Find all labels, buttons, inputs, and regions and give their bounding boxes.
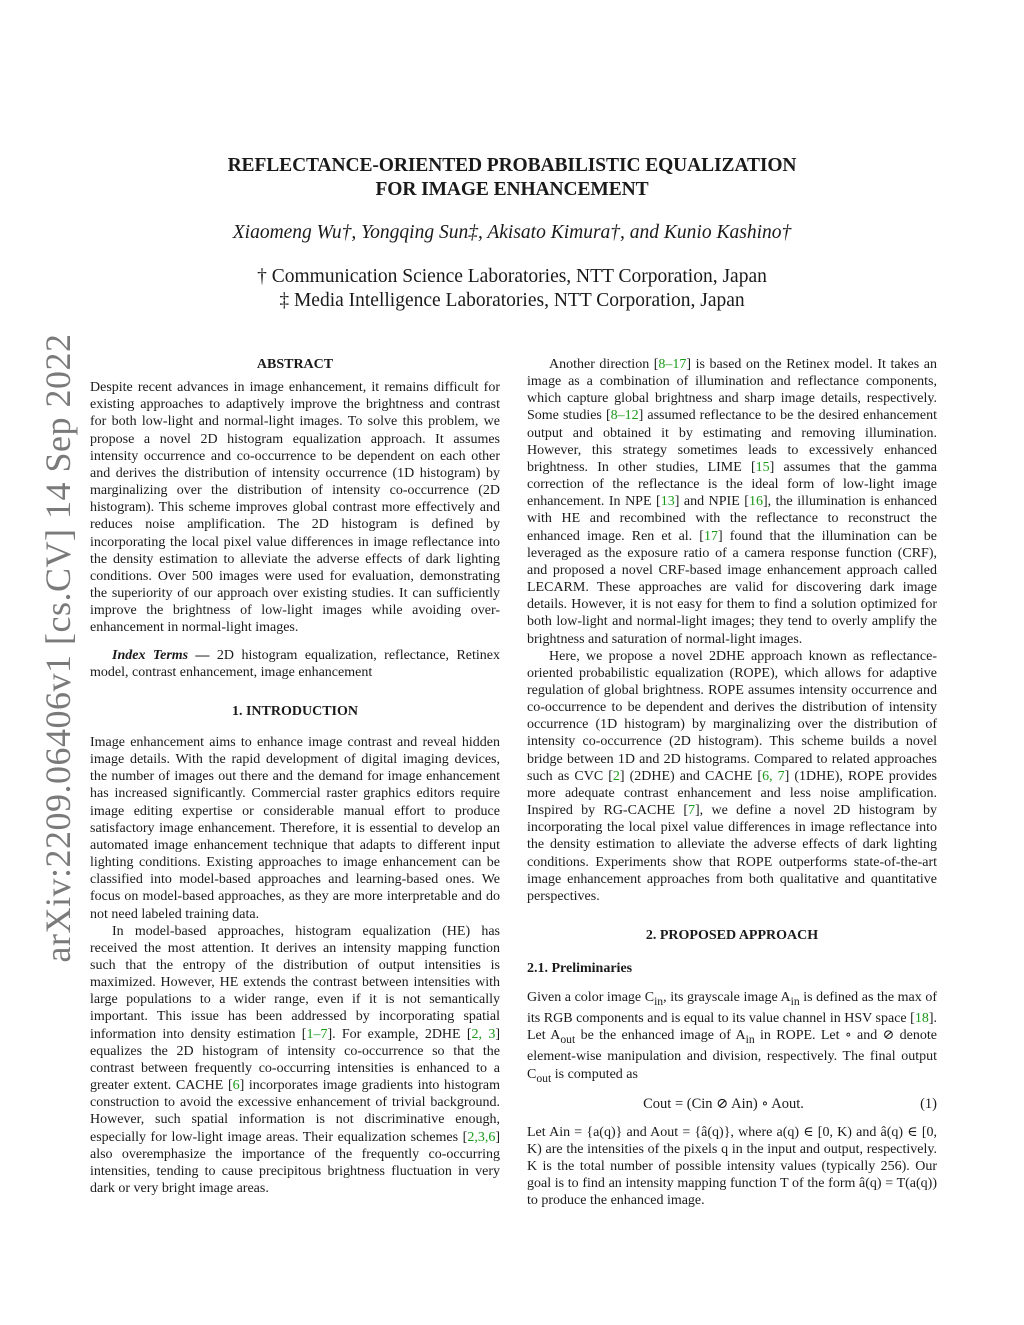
text-run: ] also overemphasize the importance of the frequently co-occurring intensities, tending to cause precipitous brightness fluctuation in very dark or very bright image areas. — [90, 1129, 500, 1197]
subscript: out — [536, 1071, 552, 1085]
text-run: ]. For example, 2DHE [ — [327, 1026, 472, 1042]
text-run: ] assumes that the gamma correction of the reflectance is the ideal form of low-light image enhancement. In NPE [ — [527, 459, 937, 510]
text-run: Here, we propose a novel 2DHE approach known as reflectance-oriented probabilistic equalization (ROPE), which allows for adaptive regulation of global brightness. ROPE assumes intensity occurrence and co-occurrence to be dependent and derives the distribution of intensity occurrence (1D histogram) by marginalizing over the distribution of intensity co-occurrence (2D histogram). This scheme builds a novel bridge between 1D and 2D histograms. Compared to related approaches such as CVC [ — [527, 648, 937, 784]
citation-link[interactable]: 8–17 — [658, 357, 687, 372]
text-run: ], the illumination is enhanced with HE and recombined with the reflectance to reconstruct the enhanced image. Ren et al. [ — [527, 494, 937, 544]
affiliation-2: ‡ Media Intelligence Laboratories, NTT Corporation, Japan — [279, 290, 745, 311]
text-run: ]. Let A — [527, 1011, 937, 1044]
equation-1-number: (1) — [920, 1096, 937, 1113]
text-run: ] found that the illumination can be leveraged as the exposure ratio of a camera response function (CRF), and proposed a novel CRF-based image enhancement approach called LECARM. These approaches are valid for discovering dark image details. However, it is not easy for them to find a solution optimized for both low-light and normal-light images; they tend to overly amplify the brightness and saturation of normal-light images. — [527, 528, 938, 647]
text-run: ] equalizes the 2D histogram of intensity co-occurrence so that the contrast between frequently co-occurring intensities is enhanced to a greater extent. CACHE [ — [90, 1026, 501, 1094]
author-list: Xiaomeng Wu†, Yongqing Sun‡, Akisato Kimura†, and Kunio Kashino† — [232, 222, 792, 243]
text-run: ] incorporates image gradients into histogram construction to avoid the excessive enhancement of trivial background. However, such spatial information is not discriminative enough, especially for low-light image areas. Their equalization schemes [ — [90, 1078, 500, 1145]
text-run: ] is based on the Retinex model. It takes an image as a combination of illumination and reflectance components, which capture global brightness and sharp image details, respectively. Some studies [ — [527, 357, 937, 424]
right-column — [527, 356, 937, 1209]
index-terms — [90, 647, 500, 681]
text-run: Given a color image C — [527, 990, 655, 1006]
citation-link[interactable]: 2,3,6 — [467, 1129, 496, 1145]
intro-paragraph-1: Image enhancement aims to enhance image contrast and reveal hidden image details. With the rapid development of digital imaging devices, the number of images out there and the demand for image enhancement has increased significantly. Commercial raster graphics editors require image editing expertise or considerable manual effort to produce satisfactory image enhancement. Therefore, it is essential to develop an automated image enhancement technique that adapts to different input lighting conditions. Existing approaches to image enhancement can be classified into model-based approaches and learning-based ones. We focus on model-based approaches, as they are more interpretable and do not need labeled training data. — [90, 734, 500, 922]
subscript: in — [654, 995, 664, 1009]
citation-link[interactable]: 8–12 — [610, 408, 639, 424]
text-run: In model-based approaches, histogram equalization (HE) has received the most attention. It derives an intensity mapping function such that the entropy of the distribution of output intensities is maximized. However, HE extends the contrast between intensities with large populations to a wider range, even if it is not semantically important. This issue has been addressed by incorporating spatial information into density estimation [ — [90, 923, 500, 1042]
index-terms-label: Index Terms — — [112, 647, 210, 663]
intro-heading: 1. INTRODUCTION — [231, 703, 358, 719]
intensity-paragraph: Let Ain = {a(q)} and Aout = {â(q)}, where a(q) ∈ [0, K) and â(q) ∈ [0, K) are the intensities of the pixels q in the input and output, respectively. K is the total number of possible intensity values (typically 256). Our goal is to find an intensity mapping function T of the form â(q) = T(a(q)) to produce the enhanced image. — [527, 1124, 937, 1209]
citation-link[interactable]: 16 — [748, 494, 763, 510]
citation-link[interactable]: 1–7 — [306, 1026, 328, 1042]
left-column — [90, 356, 500, 1197]
abstract-heading: ABSTRACT — [256, 357, 334, 372]
citation-link[interactable]: 7 — [688, 803, 695, 819]
text-run: ] assumed reflectance to be the desired enhancement output and obtained it by estimating and removing illumination. However, this strategy sometimes leads to excessively enhanced brightness. In other studies, LIME [ — [527, 408, 937, 475]
citation-link[interactable]: 18 — [914, 1011, 929, 1027]
title-line-2: FOR IMAGE ENHANCEMENT — [375, 179, 649, 200]
text-run: ] (2DHE) and CACHE [ — [619, 768, 763, 784]
right-paragraph-1 — [527, 356, 937, 648]
title-line-1: REFLECTANCE-ORIENTED PROBABILISTIC EQUALIZATION — [227, 155, 797, 176]
citation-link[interactable]: 17 — [703, 528, 718, 544]
paper-title — [0, 154, 1024, 202]
index-terms-text: 2D histogram equalization, reflectance, Retinex model, contrast enhancement, image enhancement — [90, 647, 501, 680]
text-run: be the enhanced image of A — [575, 1028, 746, 1044]
text-run: ] and NPIE [ — [674, 494, 749, 510]
text-run: is computed as — [551, 1066, 638, 1082]
text-run: ], we define a novel 2D histogram by incorporating the local pixel value differences in image reflectance into the density estimation to alleviate the adverse effects of dark lighting conditions. Experiments show that ROPE outperforms state-of-the-art image enhancement approaches from both qualitative and quantitative perspectives. — [527, 803, 937, 904]
citation-link[interactable]: 6 — [232, 1078, 240, 1094]
citation-link[interactable]: 13 — [660, 494, 675, 510]
right-paragraph-2 — [527, 648, 937, 905]
arxiv-stamp: arXiv:2209.06406v1 [cs.CV] 14 Sep 2022 — [38, 333, 78, 963]
citation-link[interactable]: 15 — [755, 459, 770, 475]
subsection-2-1-heading: 2.1. Preliminaries — [527, 961, 633, 977]
citation-link[interactable]: 2, 3 — [471, 1026, 496, 1042]
section-2-heading: 2. PROPOSED APPROACH — [645, 928, 819, 943]
citation-link[interactable]: 2 — [612, 768, 620, 784]
subscript: in — [745, 1033, 755, 1047]
affiliation-1: † Communication Science Laboratories, NTT Corporation, Japan — [257, 266, 767, 287]
intro-paragraph-2 — [90, 923, 500, 1198]
subscript: in — [790, 995, 800, 1009]
equation-1-body: Cout = (Cin ⊘ Ain) ∘ Aout. — [643, 1096, 804, 1113]
equation-1 — [527, 1096, 937, 1113]
preliminaries-paragraph — [527, 989, 937, 1086]
citation-link[interactable]: 6, 7 — [762, 768, 785, 784]
text-run: ] (1DHE), ROPE provides more adequate contrast enhancement and less noise amplification. Inspired by RG-CACHE [ — [527, 768, 937, 819]
subscript: out — [560, 1033, 576, 1047]
text-run: , its grayscale image A — [663, 990, 791, 1006]
text-run: Another direction [ — [549, 357, 659, 372]
abstract-text: Despite recent advances in image enhancement, it remains difficult for existing approaches to adaptively improve the brightness and contrast for both low-light and normal-light images. To solve this problem, we propose a novel 2D histogram equalization approach. It assumes intensity occurrence and co-occurrence to be dependent on each other and derives the distribution of intensity occurrence (1D histogram) by marginalizing over the distribution of intensity co-occurrence (2D histogram). This scheme improves global contrast more effectively and reduces noise amplification. The 2D histogram is defined by incorporating the local pixel value differences in image reflectance into the density estimation to alleviate the adverse effects of dark lighting conditions. Over 500 images were used for evaluation, demonstrating the superiority of our approach over existing studies. It can sufficiently improve the brightness of low-light images while avoiding over-enhancement in normal-light images. — [90, 380, 500, 636]
text-run: is defined as the max of its RGB components and is equal to its value channel in HSV space [ — [527, 990, 937, 1027]
text-run: in ROPE. Let ∘ and ⊘ denote element-wise manipulation and division, respectively. The final output C — [527, 1028, 937, 1082]
